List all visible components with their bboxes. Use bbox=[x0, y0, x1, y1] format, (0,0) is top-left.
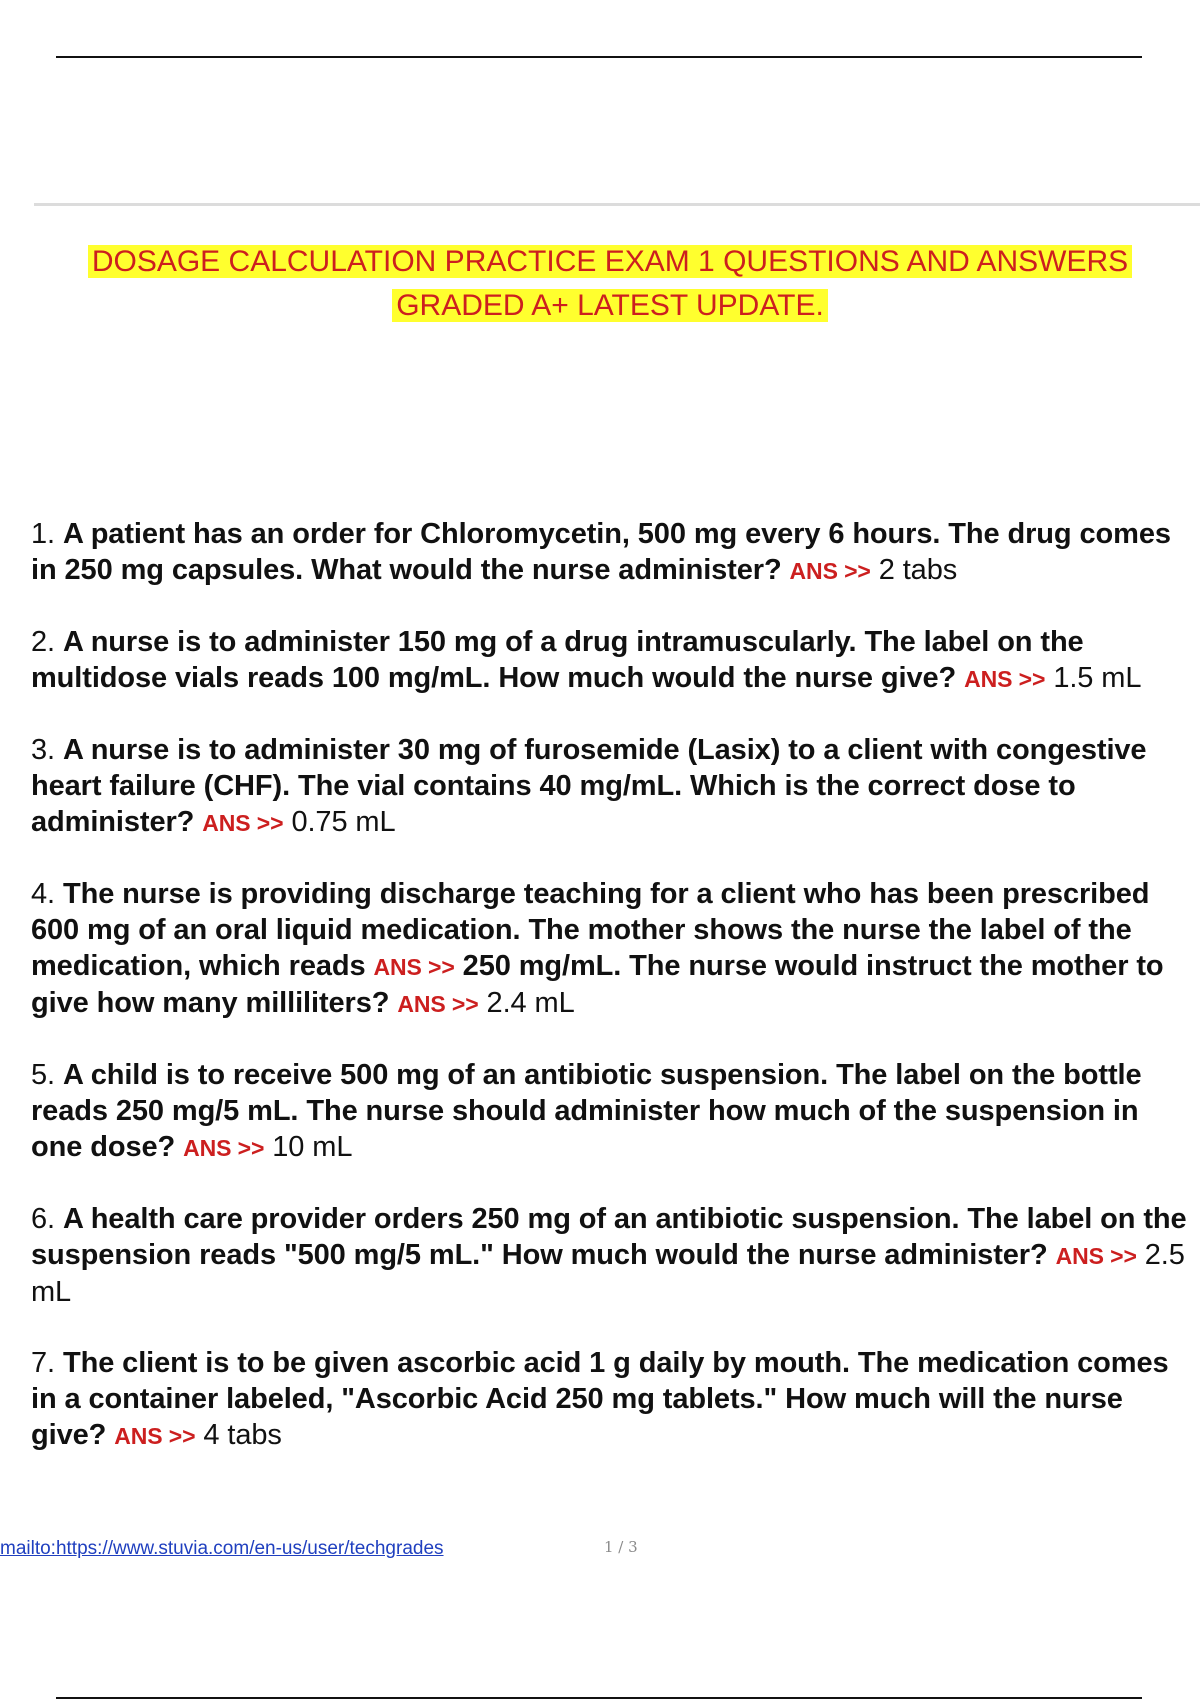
document-title bbox=[20, 240, 1200, 328]
answer-label: ANS >> bbox=[1055, 1243, 1137, 1269]
question-1 bbox=[31, 516, 1197, 589]
answer-label: ANS >> bbox=[202, 810, 284, 836]
answer-value: 1.5 mL bbox=[1053, 662, 1142, 694]
question-4 bbox=[31, 876, 1197, 1022]
question-number: 6. bbox=[31, 1203, 55, 1235]
question-text: A health care provider orders 250 mg of an antibiotic suspension. The label on the suspension reads "500 mg/5 mL." How much would the nurse administer? bbox=[31, 1203, 1187, 1271]
answer-value: 2 tabs bbox=[878, 554, 958, 586]
question-text-part-2: 250 mg/mL. The nurse would instruct the mother to give how many milliliters? bbox=[31, 950, 1164, 1019]
question-7 bbox=[31, 1345, 1197, 1454]
answer-value: 10 mL bbox=[272, 1131, 353, 1163]
question-6 bbox=[31, 1201, 1197, 1310]
question-list bbox=[31, 516, 1197, 1489]
answer-label: ANS >> bbox=[114, 1423, 196, 1449]
question-text: A nurse is to administer 30 mg of furosemide (Lasix) to a client with congestive heart failure (CHF). The vial contains 40 mg/mL. Which is the correct dose to administer? bbox=[31, 734, 1147, 838]
page-number: 1 / 3 bbox=[604, 1538, 638, 1556]
question-number: 4. bbox=[31, 878, 55, 910]
answer-label: ANS >> bbox=[183, 1135, 265, 1161]
answer-label: ANS >> bbox=[397, 991, 479, 1017]
question-text: A child is to receive 500 mg of an antibiotic suspension. The label on the bottle reads 250 mg/5 mL. The nurse should administer how much of the suspension in one dose? bbox=[31, 1059, 1142, 1163]
title-line-1: DOSAGE CALCULATION PRACTICE EXAM 1 QUESTIONS AND ANSWERS bbox=[88, 245, 1132, 278]
question-3 bbox=[31, 732, 1197, 841]
question-text-part-1: The nurse is providing discharge teaching for a client who has been prescribed 600 mg of an oral liquid medication. The mother shows the nurse the label of the medication, which reads bbox=[31, 878, 1150, 982]
question-number: 7. bbox=[31, 1347, 55, 1379]
question-number: 5. bbox=[31, 1059, 55, 1091]
question-text: A patient has an order for Chloromycetin, 500 mg every 6 hours. The drug comes in 250 mg capsules. What would the nurse administer? bbox=[31, 518, 1171, 586]
answer-value: 2.5 mL bbox=[31, 1239, 1185, 1308]
answer-label: ANS >> bbox=[789, 558, 871, 584]
answer-label: ANS >> bbox=[373, 954, 455, 980]
question-number: 3. bbox=[31, 734, 55, 766]
footer-source-link[interactable]: mailto:https://www.stuvia.com/en-us/user/techgrades bbox=[0, 1538, 444, 1559]
answer-label: ANS >> bbox=[964, 666, 1046, 692]
bottom-rule bbox=[56, 1697, 1142, 1699]
answer-value: 0.75 mL bbox=[291, 806, 396, 838]
answer-value: 2.4 mL bbox=[486, 987, 575, 1019]
question-2 bbox=[31, 624, 1197, 697]
question-text: The client is to be given ascorbic acid 1 g daily by mouth. The medication comes in a container labeled, "Ascorbic Acid 250 mg tablets." How much will the nurse give? bbox=[31, 1347, 1169, 1451]
question-5 bbox=[31, 1057, 1197, 1166]
header-divider bbox=[34, 203, 1200, 206]
question-number: 1. bbox=[31, 518, 55, 550]
top-rule bbox=[56, 56, 1142, 58]
question-text: A nurse is to administer 150 mg of a drug intramuscularly. The label on the multidose vials reads 100 mg/mL. How much would the nurse give? bbox=[31, 626, 1084, 694]
title-line-2: GRADED A+ LATEST UPDATE. bbox=[392, 289, 828, 322]
question-number: 2. bbox=[31, 626, 55, 658]
answer-value: 4 tabs bbox=[203, 1419, 282, 1451]
